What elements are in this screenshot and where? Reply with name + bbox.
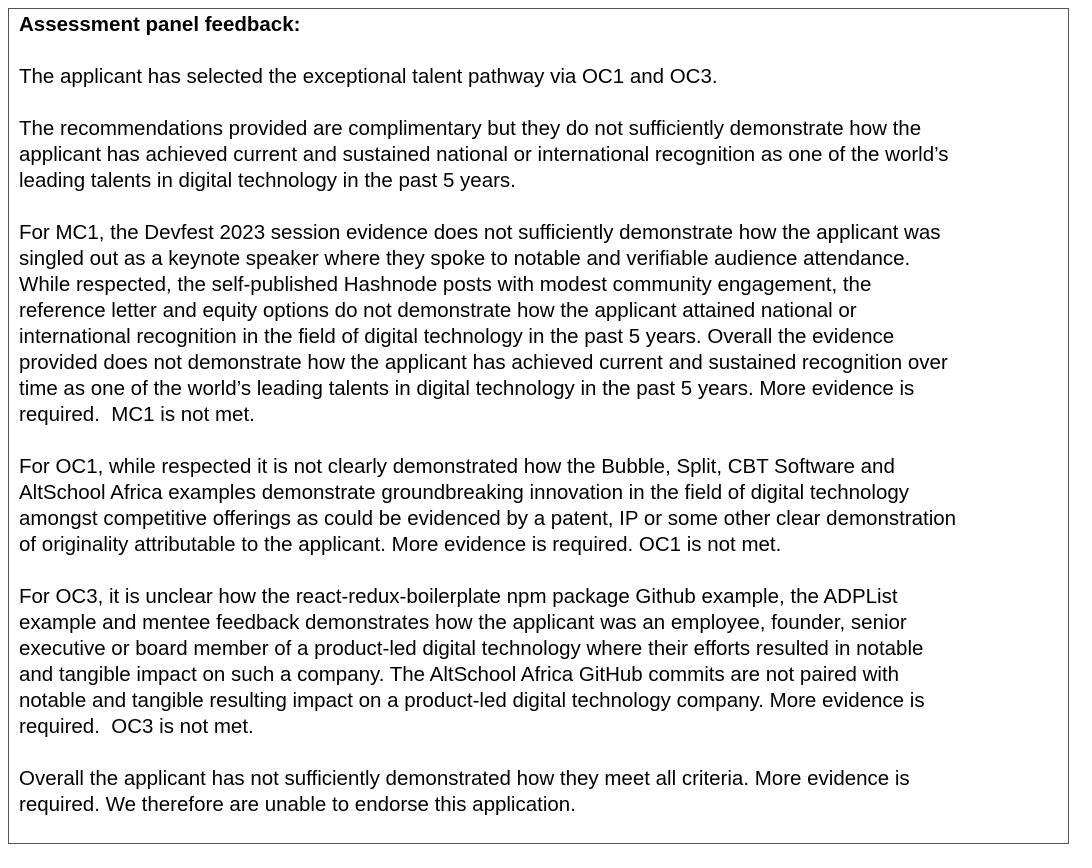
paragraph-line: and tangible impact on such a company. The AltSchool Africa GitHub commits are not paired with bbox=[19, 663, 900, 686]
paragraph-oc1 bbox=[19, 454, 1058, 558]
paragraph-overall bbox=[19, 766, 1058, 818]
paragraph-line: executive or board member of a product-led digital technology where their efforts resulted in notable bbox=[19, 637, 924, 660]
paragraph-pathway bbox=[19, 64, 1058, 90]
paragraph-line: applicant has achieved current and sustained national or international recognition as one of the world’s bbox=[19, 143, 949, 166]
paragraph-line: time as one of the world’s leading talents in digital technology in the past 5 years. More evidence is bbox=[19, 377, 915, 400]
paragraph-recommendations bbox=[19, 116, 1058, 194]
paragraph-line: of originality attributable to the applicant. More evidence is required. OC1 is not met. bbox=[19, 533, 782, 556]
assessment-feedback-panel bbox=[8, 8, 1069, 844]
paragraph-line: amongst competitive offerings as could be evidenced by a patent, IP or some other clear demonstration bbox=[19, 507, 957, 530]
paragraph-line: AltSchool Africa examples demonstrate groundbreaking innovation in the field of digital technology bbox=[19, 481, 910, 504]
panel-heading: Assessment panel feedback: bbox=[19, 13, 301, 36]
paragraph-line: For OC3, it is unclear how the react-redux-boilerplate npm package Github example, the ADPList bbox=[19, 585, 898, 608]
paragraph-line: singled out as a keynote speaker where they spoke to notable and verifiable audience attendance. bbox=[19, 247, 911, 270]
paragraph-line: provided does not demonstrate how the applicant has achieved current and sustained recognition over bbox=[19, 351, 948, 374]
paragraph-line: leading talents in digital technology in the past 5 years. bbox=[19, 169, 516, 192]
paragraph-line: required. OC3 is not met. bbox=[19, 715, 254, 738]
paragraph-line: reference letter and equity options do not demonstrate how the applicant attained national or bbox=[19, 299, 857, 322]
paragraph-oc3 bbox=[19, 584, 1058, 740]
paragraph-line: For MC1, the Devfest 2023 session evidence does not sufficiently demonstrate how the applicant was bbox=[19, 221, 941, 244]
paragraph-mc1 bbox=[19, 220, 1058, 428]
paragraph-line: The applicant has selected the exceptional talent pathway via OC1 and OC3. bbox=[19, 65, 718, 88]
paragraph-line: The recommendations provided are complimentary but they do not sufficiently demonstrate how the bbox=[19, 117, 922, 140]
paragraph-line: notable and tangible resulting impact on a product-led digital technology company. More evidence is bbox=[19, 689, 925, 712]
paragraph-line: Overall the applicant has not sufficiently demonstrated how they meet all criteria. More evidence is bbox=[19, 767, 910, 790]
paragraph-line: required. We therefore are unable to endorse this application. bbox=[19, 793, 576, 816]
paragraph-line: required. MC1 is not met. bbox=[19, 403, 255, 426]
paragraph-line: example and mentee feedback demonstrates how the applicant was an employee, founder, senior bbox=[19, 611, 907, 634]
paragraph-line: While respected, the self-published Hashnode posts with modest community engagement, the bbox=[19, 273, 872, 296]
paragraph-line: For OC1, while respected it is not clearly demonstrated how the Bubble, Split, CBT Software and bbox=[19, 455, 895, 478]
paragraph-line: international recognition in the field of digital technology in the past 5 years. Overall the evidence bbox=[19, 325, 895, 348]
